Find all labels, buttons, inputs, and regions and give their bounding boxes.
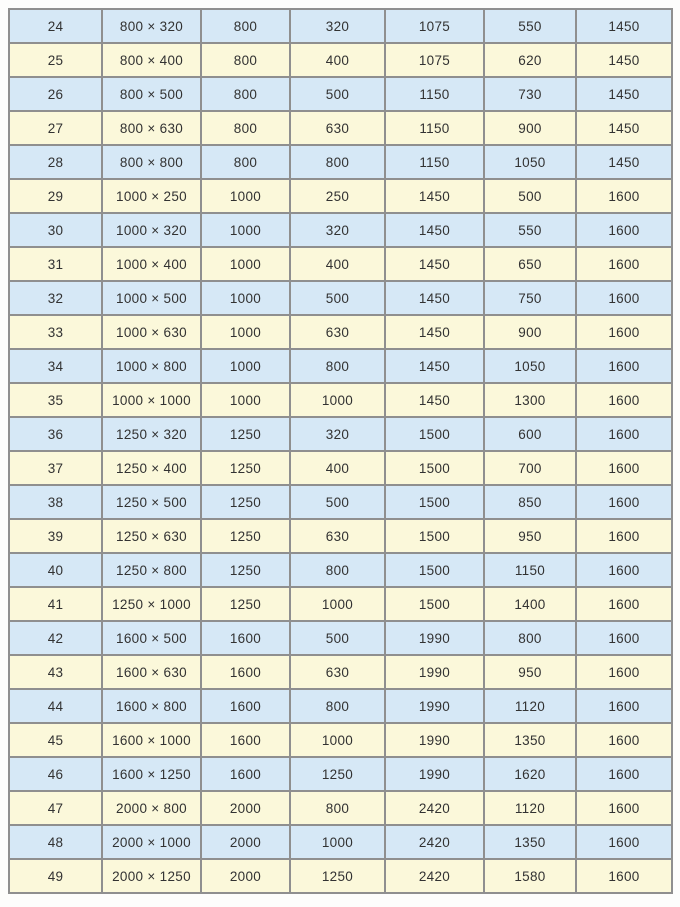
table-cell: 1000: [290, 825, 385, 859]
table-cell: 2000: [201, 859, 290, 893]
table-cell: 1600: [576, 825, 672, 859]
table-cell: 1000 × 320: [102, 213, 201, 247]
table-cell: 2000 × 800: [102, 791, 201, 825]
table-cell: 1450: [385, 349, 484, 383]
table-cell: 1000: [201, 281, 290, 315]
table-cell: 800: [201, 145, 290, 179]
table-row: [9, 621, 672, 655]
table-row: [9, 417, 672, 451]
table-cell: 1250: [201, 553, 290, 587]
table-cell: 1500: [385, 451, 484, 485]
table-cell: 1000: [201, 247, 290, 281]
table-cell: 1600 × 630: [102, 655, 201, 689]
table-cell: 44: [9, 689, 102, 723]
table-cell: 320: [290, 213, 385, 247]
table-cell: 37: [9, 451, 102, 485]
table-cell: 1600: [576, 519, 672, 553]
table-cell: 39: [9, 519, 102, 553]
table-cell: 40: [9, 553, 102, 587]
table-cell: 32: [9, 281, 102, 315]
table-row: [9, 791, 672, 825]
table-cell: 1450: [385, 281, 484, 315]
table-cell: 38: [9, 485, 102, 519]
table-cell: 1300: [484, 383, 576, 417]
table-cell: 41: [9, 587, 102, 621]
table-cell: 1350: [484, 825, 576, 859]
table-cell: 1000: [201, 315, 290, 349]
table-cell: 47: [9, 791, 102, 825]
table-cell: 1600: [576, 451, 672, 485]
table-cell: 400: [290, 43, 385, 77]
table-row: [9, 587, 672, 621]
spec-table-body: [9, 9, 672, 893]
table-row: [9, 757, 672, 791]
table-cell: 1450: [385, 315, 484, 349]
table-cell: 950: [484, 655, 576, 689]
table-cell: 48: [9, 825, 102, 859]
table-cell: 1150: [385, 145, 484, 179]
table-cell: 500: [290, 621, 385, 655]
table-cell: 800 × 800: [102, 145, 201, 179]
table-cell: 1000 × 800: [102, 349, 201, 383]
table-cell: 1250 × 800: [102, 553, 201, 587]
table-row: [9, 723, 672, 757]
table-cell: 1450: [385, 247, 484, 281]
table-cell: 550: [484, 213, 576, 247]
table-cell: 1600: [576, 349, 672, 383]
table-row: [9, 111, 672, 145]
table-cell: 36: [9, 417, 102, 451]
table-cell: 1600: [576, 179, 672, 213]
table-cell: 800: [290, 349, 385, 383]
table-cell: 1450: [576, 9, 672, 43]
table-row: [9, 315, 672, 349]
table-cell: 620: [484, 43, 576, 77]
table-cell: 1450: [576, 43, 672, 77]
table-cell: 600: [484, 417, 576, 451]
table-cell: 1600: [576, 281, 672, 315]
table-cell: 1250: [290, 859, 385, 893]
table-cell: 800: [201, 77, 290, 111]
table-cell: 1600: [576, 723, 672, 757]
table-cell: 2000 × 1000: [102, 825, 201, 859]
table-cell: 630: [290, 111, 385, 145]
table-cell: 900: [484, 315, 576, 349]
table-row: [9, 179, 672, 213]
table-cell: 1600: [576, 621, 672, 655]
table-cell: 850: [484, 485, 576, 519]
table-cell: 1250 × 500: [102, 485, 201, 519]
table-cell: 1450: [576, 77, 672, 111]
table-cell: 1000: [290, 383, 385, 417]
table-cell: 1600 × 1250: [102, 757, 201, 791]
table-cell: 1500: [385, 417, 484, 451]
table-row: [9, 77, 672, 111]
table-row: [9, 383, 672, 417]
table-cell: 24: [9, 9, 102, 43]
table-cell: 1500: [385, 519, 484, 553]
table-row: [9, 689, 672, 723]
table-cell: 800: [290, 791, 385, 825]
table-row: [9, 553, 672, 587]
table-cell: 400: [290, 247, 385, 281]
table-cell: 1150: [484, 553, 576, 587]
table-cell: 1050: [484, 349, 576, 383]
table-cell: 1250 × 1000: [102, 587, 201, 621]
table-cell: 33: [9, 315, 102, 349]
table-row: [9, 825, 672, 859]
table-cell: 1075: [385, 43, 484, 77]
table-cell: 1990: [385, 757, 484, 791]
table-cell: 1150: [385, 77, 484, 111]
table-cell: 42: [9, 621, 102, 655]
table-cell: 1000: [290, 723, 385, 757]
table-cell: 1600: [201, 621, 290, 655]
table-cell: 1600: [576, 689, 672, 723]
table-cell: 750: [484, 281, 576, 315]
table-cell: 2420: [385, 825, 484, 859]
table-cell: 320: [290, 9, 385, 43]
table-cell: 1250: [290, 757, 385, 791]
table-cell: 1450: [385, 383, 484, 417]
table-cell: 1600: [576, 791, 672, 825]
table-cell: 800: [290, 553, 385, 587]
table-cell: 320: [290, 417, 385, 451]
table-cell: 1075: [385, 9, 484, 43]
table-cell: 1450: [576, 111, 672, 145]
table-cell: 1580: [484, 859, 576, 893]
table-cell: 1600: [201, 689, 290, 723]
table-cell: 26: [9, 77, 102, 111]
table-cell: 1000 × 400: [102, 247, 201, 281]
table-row: [9, 485, 672, 519]
table-cell: 1000: [201, 349, 290, 383]
table-cell: 650: [484, 247, 576, 281]
table-cell: 1600 × 800: [102, 689, 201, 723]
table-cell: 34: [9, 349, 102, 383]
table-row: [9, 213, 672, 247]
table-cell: 800 × 630: [102, 111, 201, 145]
table-cell: 1600: [201, 655, 290, 689]
table-cell: 1500: [385, 587, 484, 621]
table-cell: 1050: [484, 145, 576, 179]
table-cell: 800: [201, 43, 290, 77]
table-cell: 1120: [484, 791, 576, 825]
table-cell: 1000 × 630: [102, 315, 201, 349]
spec-table: [8, 8, 673, 894]
table-cell: 35: [9, 383, 102, 417]
table-cell: 28: [9, 145, 102, 179]
table-cell: 800 × 400: [102, 43, 201, 77]
table-cell: 1250: [201, 587, 290, 621]
table-cell: 27: [9, 111, 102, 145]
table-cell: 1500: [385, 553, 484, 587]
table-row: [9, 281, 672, 315]
table-cell: 1600: [576, 485, 672, 519]
table-cell: 1990: [385, 723, 484, 757]
table-cell: 800 × 320: [102, 9, 201, 43]
table-cell: 1450: [385, 213, 484, 247]
table-cell: 500: [484, 179, 576, 213]
table-cell: 1000: [201, 383, 290, 417]
table-cell: 1990: [385, 655, 484, 689]
table-cell: 1250: [201, 451, 290, 485]
table-cell: 1990: [385, 621, 484, 655]
table-cell: 700: [484, 451, 576, 485]
table-cell: 1600: [576, 655, 672, 689]
table-cell: 1000: [201, 179, 290, 213]
table-cell: 1150: [385, 111, 484, 145]
table-cell: 1600: [576, 587, 672, 621]
table-cell: 630: [290, 519, 385, 553]
table-cell: 31: [9, 247, 102, 281]
table-row: [9, 43, 672, 77]
table-cell: 500: [290, 485, 385, 519]
table-cell: 800: [201, 111, 290, 145]
table-cell: 1250 × 320: [102, 417, 201, 451]
table-cell: 30: [9, 213, 102, 247]
table-cell: 1500: [385, 485, 484, 519]
table-cell: 800: [484, 621, 576, 655]
table-cell: 1250: [201, 485, 290, 519]
table-cell: 1000 × 500: [102, 281, 201, 315]
table-cell: 1600: [576, 417, 672, 451]
table-cell: 1600: [576, 859, 672, 893]
table-cell: 800: [290, 689, 385, 723]
table-cell: 2000: [201, 791, 290, 825]
table-cell: 1600: [576, 553, 672, 587]
table-cell: 2000 × 1250: [102, 859, 201, 893]
table-cell: 800 × 500: [102, 77, 201, 111]
table-cell: 2420: [385, 791, 484, 825]
table-cell: 1350: [484, 723, 576, 757]
table-cell: 1000: [201, 213, 290, 247]
table-row: [9, 451, 672, 485]
table-cell: 46: [9, 757, 102, 791]
table-cell: 29: [9, 179, 102, 213]
table-cell: 1000 × 1000: [102, 383, 201, 417]
table-cell: 1600: [576, 383, 672, 417]
table-cell: 1400: [484, 587, 576, 621]
table-cell: 49: [9, 859, 102, 893]
table-cell: 1120: [484, 689, 576, 723]
table-cell: 1600: [576, 315, 672, 349]
table-row: [9, 9, 672, 43]
table-cell: 630: [290, 315, 385, 349]
table-cell: 550: [484, 9, 576, 43]
table-cell: 1450: [385, 179, 484, 213]
table-cell: 800: [201, 9, 290, 43]
table-cell: 45: [9, 723, 102, 757]
table-cell: 1250: [201, 417, 290, 451]
table-row: [9, 145, 672, 179]
table-cell: 1600: [201, 757, 290, 791]
table-cell: 500: [290, 281, 385, 315]
table-cell: 1000: [290, 587, 385, 621]
table-cell: 500: [290, 77, 385, 111]
table-cell: 1000 × 250: [102, 179, 201, 213]
table-cell: 1600: [201, 723, 290, 757]
table-cell: 1600 × 1000: [102, 723, 201, 757]
table-cell: 1450: [576, 145, 672, 179]
table-cell: 950: [484, 519, 576, 553]
table-row: [9, 859, 672, 893]
table-cell: 25: [9, 43, 102, 77]
table-row: [9, 519, 672, 553]
table-cell: 2420: [385, 859, 484, 893]
table-cell: 1600: [576, 247, 672, 281]
table-cell: 800: [290, 145, 385, 179]
table-cell: 1600: [576, 757, 672, 791]
table-cell: 1600: [576, 213, 672, 247]
table-cell: 900: [484, 111, 576, 145]
table-cell: 1620: [484, 757, 576, 791]
table-cell: 2000: [201, 825, 290, 859]
table-cell: 1990: [385, 689, 484, 723]
table-cell: 1600 × 500: [102, 621, 201, 655]
table-cell: 250: [290, 179, 385, 213]
table-row: [9, 247, 672, 281]
table-row: [9, 349, 672, 383]
table-cell: 730: [484, 77, 576, 111]
table-cell: 1250 × 630: [102, 519, 201, 553]
table-cell: 1250: [201, 519, 290, 553]
table-cell: 630: [290, 655, 385, 689]
table-row: [9, 655, 672, 689]
table-cell: 1250 × 400: [102, 451, 201, 485]
table-cell: 43: [9, 655, 102, 689]
table-cell: 400: [290, 451, 385, 485]
